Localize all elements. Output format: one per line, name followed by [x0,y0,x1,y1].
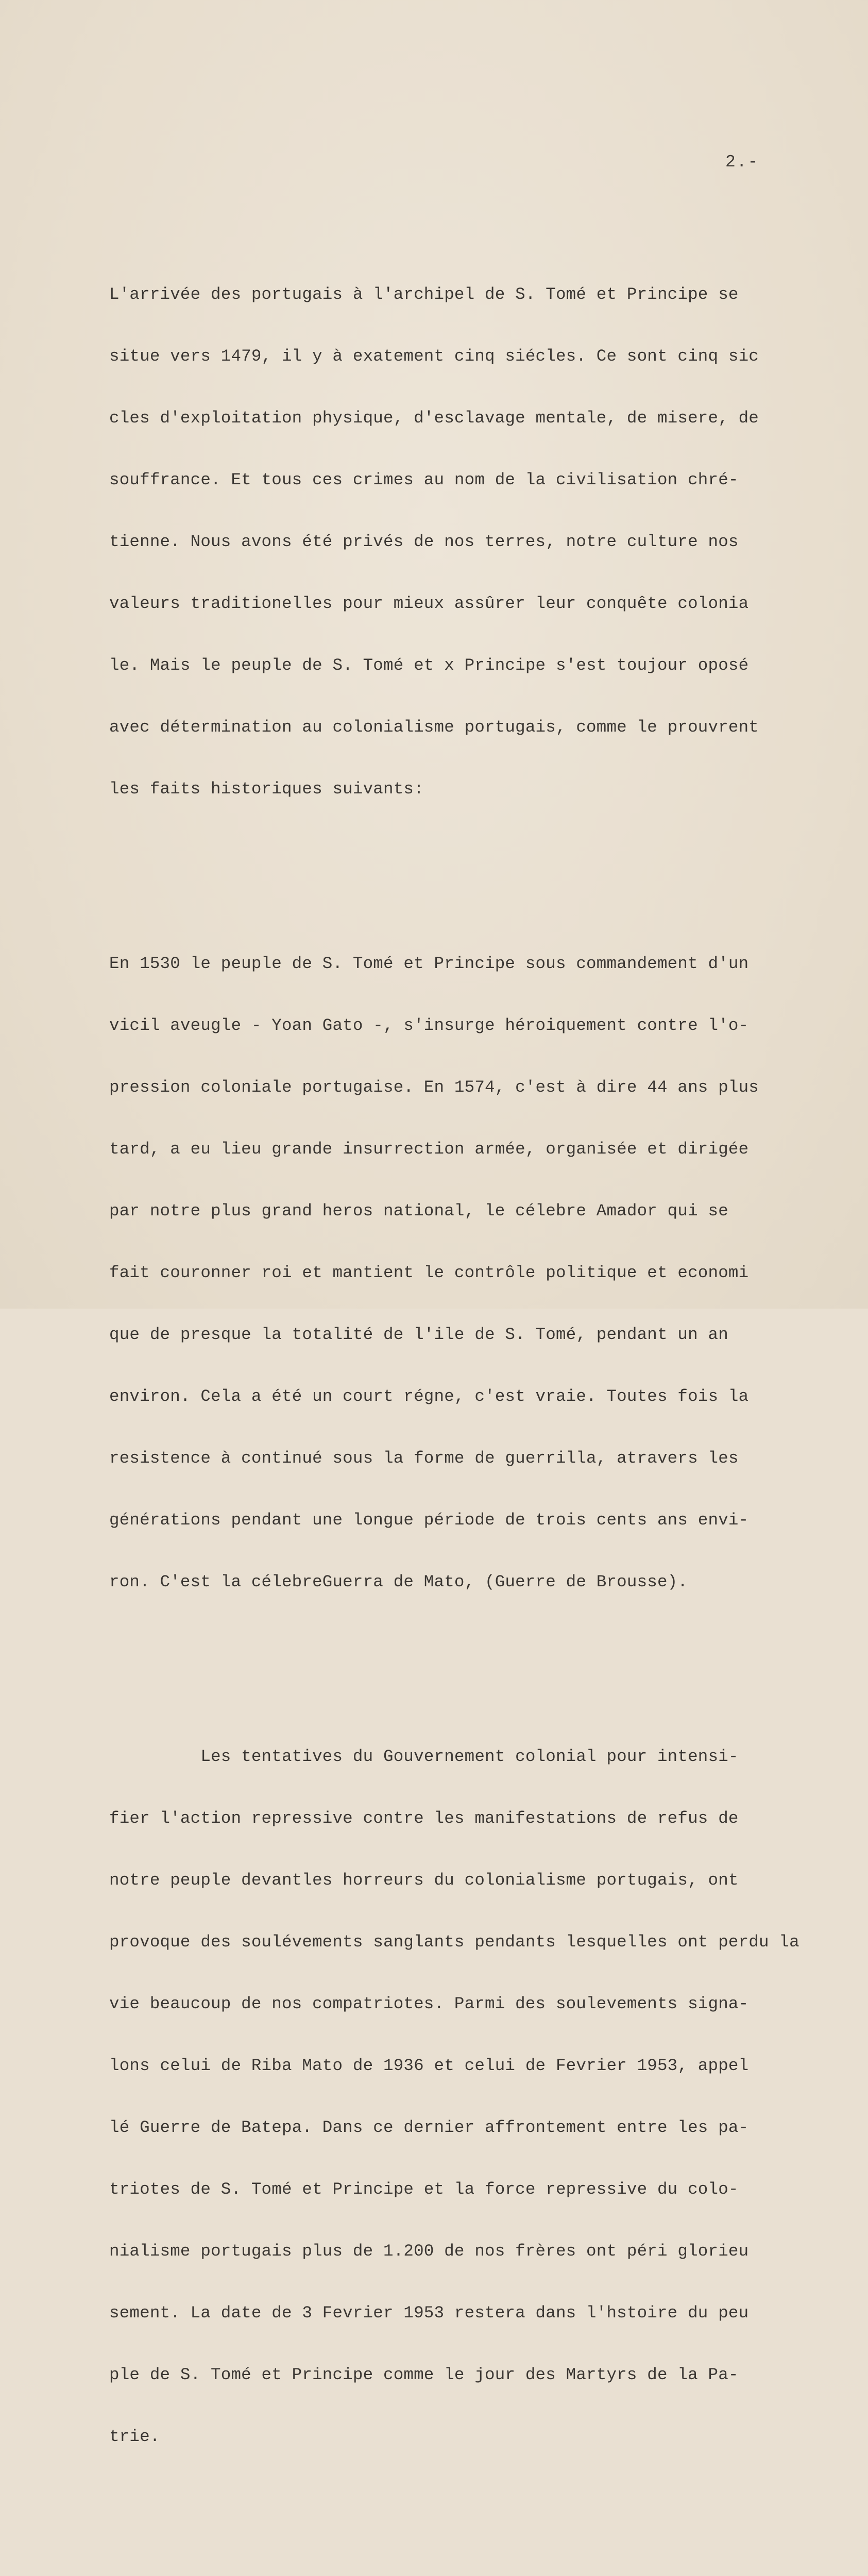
text-line: avec détermination au colonialisme portugais, comme le prouvrent [109,718,759,737]
text-line: par notre plus grand heros national, le célebre Amador qui se [109,1201,728,1221]
page-number: 2.- [725,152,759,172]
text-line: les faits historiques suivants: [109,779,424,799]
text-line: situe vers 1479, il y à exatement cinq siécles. Ce sont cinq sic [109,347,759,366]
text-line: tard, a eu lieu grande insurrection armée, organisée et dirigée [109,1140,749,1159]
text-line: fait couronner roi et mantient le contrôle politique et economi [109,1263,749,1282]
text-line: cles d'exploitation physique, d'esclavage mentale, de misere, de [109,409,759,428]
text-line: vicil aveugle - Yoan Gato -, s'insurge héroiquement contre l'o- [109,1016,749,1035]
paragraph-4 [109,2560,830,2576]
paragraph-1 [109,243,830,841]
text-line: pression coloniale portugaise. En 1574, c'est à dire 44 ans plus [109,1078,759,1097]
text-line: ron. C'est la célebreGuerra de Mato, (Guerre de Brousse). [109,1572,688,1591]
text-line: nialisme portugais plus de 1.200 de nos frères ont péri glorieu [109,2242,749,2261]
text-line: souffrance. Et tous ces crimes au nom de la civilisation chré- [109,470,739,489]
text-line: provoque des soulévements sanglants pendants lesquelles ont perdu la [109,1933,799,1952]
paragraph-3 [109,1705,830,2488]
text-line: lé Guerre de Batepa. Dans ce dernier affrontement entre les pa- [109,2118,749,2137]
text-line: notre peuple devantles horreurs du colonialisme portugais, ont [109,1871,739,1890]
text-line: tienne. Nous avons été privés de nos terres, notre culture nos [109,532,739,551]
text-line: environ. Cela a été un court régne, c'est vraie. Toutes fois la [109,1387,749,1406]
text-line: resistence à continué sous la forme de guerrilla, atravers les [109,1449,739,1468]
text-line: triotes de S. Tomé et Principe et la force repressive du colo- [109,2180,739,2199]
text-line: que de presque la totalité de l'ile de S. Tomé, pendant un an [109,1325,728,1344]
text-line: sement. La date de 3 Fevrier 1953 restera dans l'hstoire du peu [109,2303,749,2323]
document-body [109,202,830,2576]
text-line: Les tentatives du Gouvernement colonial pour intensi- [109,1747,739,1766]
text-line: En 1530 le peuple de S. Tomé et Principe sous commandement d'un [109,954,749,973]
text-line: fier l'action repressive contre les manifestations de refus de [109,1809,739,1828]
text-line: L'arrivée des portugais à l'archipel de S. Tomé et Principe se [109,285,739,304]
text-line: vie beaucoup de nos compatriotes. Parmi des soulevements signa- [109,1994,749,2013]
text-line: lons celui de Riba Mato de 1936 et celui de Fevrier 1953, appel [109,2056,749,2075]
text-line: le. Mais le peuple de S. Tomé et x Principe s'est toujour oposé [109,656,749,675]
text-line: trie. [109,2427,160,2446]
text-line: ple de S. Tomé et Principe comme le jour des Martyrs de la Pa- [109,2365,739,2384]
text-line: générations pendant une longue période de trois cents ans envi- [109,1511,749,1530]
text-line: valeurs traditionelles pour mieux assûrer leur conquête colonia [109,594,749,613]
paragraph-2 [109,912,830,1634]
